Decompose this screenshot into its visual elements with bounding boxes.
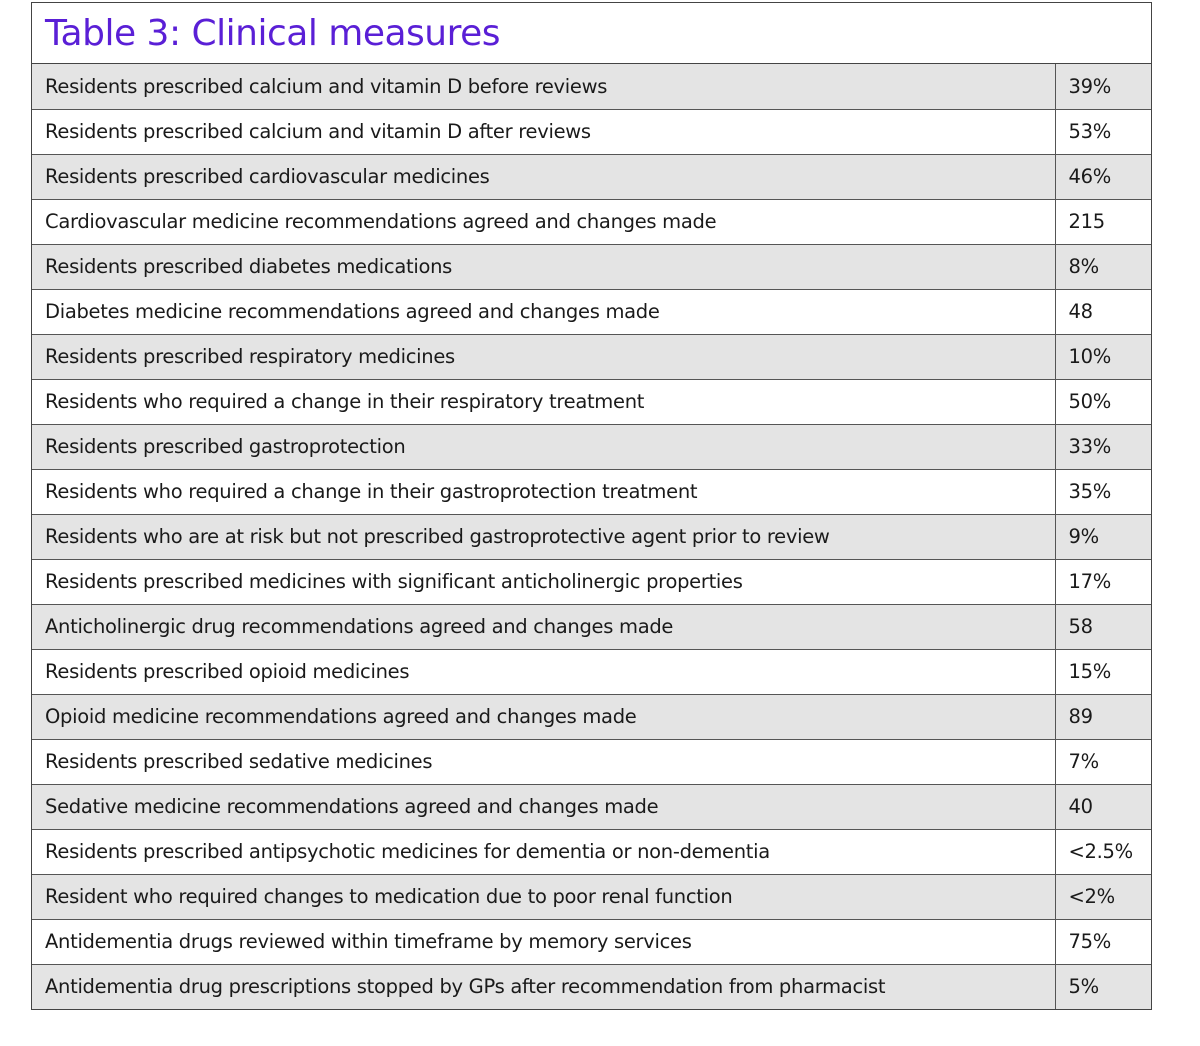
measure-label: Antidementia drugs reviewed within timeframe by memory services <box>32 919 1055 964</box>
measure-value: 46% <box>1055 154 1151 199</box>
clinical-measures-table <box>31 2 1152 1010</box>
table-row <box>32 289 1151 334</box>
table-row <box>32 64 1151 109</box>
measure-label: Residents prescribed sedative medicines <box>32 739 1055 784</box>
measure-value: 35% <box>1055 469 1151 514</box>
table-row <box>32 424 1151 469</box>
measure-value: 8% <box>1055 244 1151 289</box>
measure-value: 40 <box>1055 784 1151 829</box>
table-row <box>32 649 1151 694</box>
measure-value: 48 <box>1055 289 1151 334</box>
measure-value: 9% <box>1055 514 1151 559</box>
measure-label: Diabetes medicine recommendations agreed and changes made <box>32 289 1055 334</box>
measure-value: 5% <box>1055 964 1151 1009</box>
table-row <box>32 559 1151 604</box>
table-row <box>32 109 1151 154</box>
measure-value: 75% <box>1055 919 1151 964</box>
measure-label: Residents who are at risk but not prescribed gastroprotective agent prior to review <box>32 514 1055 559</box>
measure-value: 39% <box>1055 64 1151 109</box>
measure-label: Residents who required a change in their respiratory treatment <box>32 379 1055 424</box>
measure-label: Residents who required a change in their gastroprotection treatment <box>32 469 1055 514</box>
measure-value: 17% <box>1055 559 1151 604</box>
table-row <box>32 784 1151 829</box>
table-row <box>32 964 1151 1009</box>
measure-value: 89 <box>1055 694 1151 739</box>
measure-label: Residents prescribed gastroprotection <box>32 424 1055 469</box>
table-row <box>32 469 1151 514</box>
measure-label: Residents prescribed antipsychotic medicines for dementia or non-dementia <box>32 829 1055 874</box>
measure-label: Anticholinergic drug recommendations agreed and changes made <box>32 604 1055 649</box>
measure-label: Cardiovascular medicine recommendations agreed and changes made <box>32 199 1055 244</box>
measure-value: 10% <box>1055 334 1151 379</box>
measure-label: Residents prescribed opioid medicines <box>32 649 1055 694</box>
table-row <box>32 739 1151 784</box>
measure-label: Opioid medicine recommendations agreed and changes made <box>32 694 1055 739</box>
table-row <box>32 514 1151 559</box>
table-row <box>32 919 1151 964</box>
table-row <box>32 604 1151 649</box>
measure-label: Residents prescribed diabetes medications <box>32 244 1055 289</box>
measures-grid <box>32 64 1151 1009</box>
measure-label: Sedative medicine recommendations agreed and changes made <box>32 784 1055 829</box>
measure-value: <2.5% <box>1055 829 1151 874</box>
measure-label: Residents prescribed calcium and vitamin D before reviews <box>32 64 1055 109</box>
measure-value: <2% <box>1055 874 1151 919</box>
table-row <box>32 199 1151 244</box>
table-row <box>32 334 1151 379</box>
measure-value: 53% <box>1055 109 1151 154</box>
table-row <box>32 379 1151 424</box>
measure-label: Resident who required changes to medication due to poor renal function <box>32 874 1055 919</box>
measure-value: 7% <box>1055 739 1151 784</box>
table-row <box>32 244 1151 289</box>
table-row <box>32 829 1151 874</box>
measure-value: 215 <box>1055 199 1151 244</box>
measure-value: 58 <box>1055 604 1151 649</box>
measure-value: 33% <box>1055 424 1151 469</box>
table-row <box>32 874 1151 919</box>
table-row <box>32 154 1151 199</box>
measure-label: Residents prescribed medicines with significant anticholinergic properties <box>32 559 1055 604</box>
measures-body <box>32 64 1151 1009</box>
table-title: Table 3: Clinical measures <box>45 12 501 54</box>
measure-label: Residents prescribed cardiovascular medicines <box>32 154 1055 199</box>
measure-value: 50% <box>1055 379 1151 424</box>
measure-label: Residents prescribed calcium and vitamin D after reviews <box>32 109 1055 154</box>
measure-label: Residents prescribed respiratory medicines <box>32 334 1055 379</box>
table-row <box>32 694 1151 739</box>
measure-label: Antidementia drug prescriptions stopped by GPs after recommendation from pharmacist <box>32 964 1055 1009</box>
measure-value: 15% <box>1055 649 1151 694</box>
table-title-row <box>32 3 1151 64</box>
